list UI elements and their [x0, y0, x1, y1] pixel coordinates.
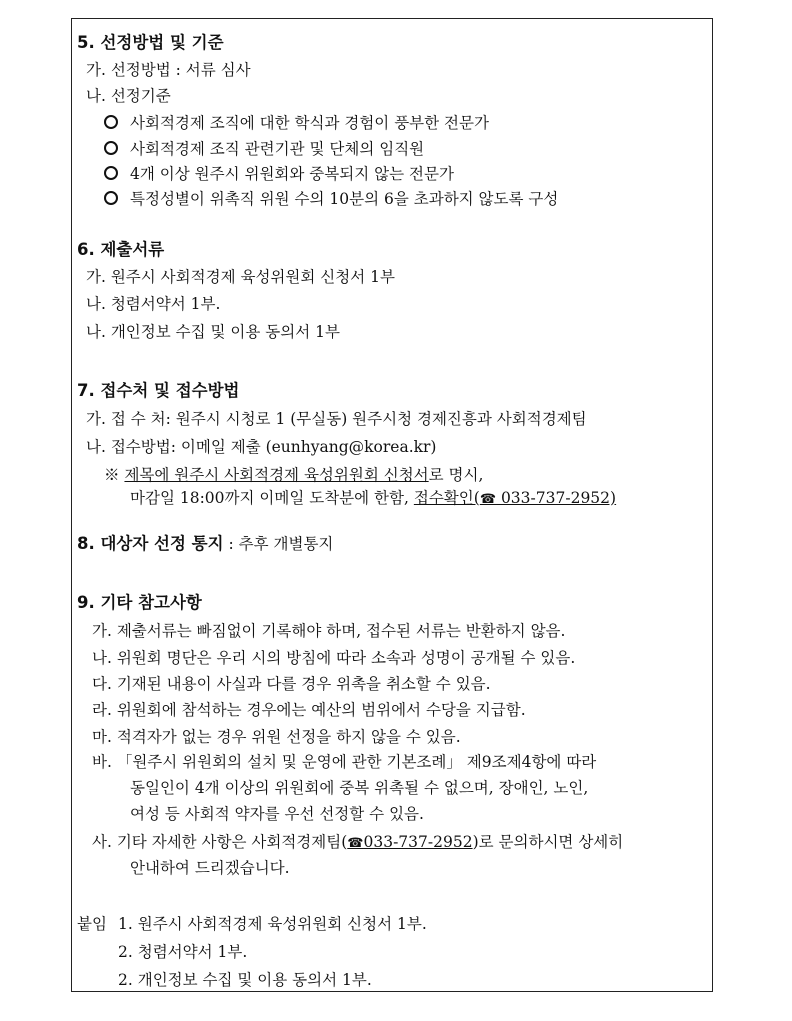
s5-method: 가. 선정방법 : 서류 심사 [86, 61, 251, 79]
section-7-heading: 7. 접수처 및 접수방법 [77, 381, 240, 400]
circle-bullet-icon [104, 166, 118, 180]
s5-bullet: 특정성별이 위촉직 위원 수의 10분의 6을 초과하지 않도록 구성 [104, 189, 558, 209]
section-5-heading: 5. 선정방법 및 기준 [77, 33, 224, 52]
phone-icon: ☎ [347, 836, 364, 851]
s7-method: 나. 접수방법: 이메일 제출 (eunhyang@korea.kr) [86, 438, 437, 456]
s6-item: 나. 개인정보 수집 및 이용 동의서 1부 [86, 323, 340, 341]
s9-item: 마. 적격자가 없는 경우 위원 선정을 하지 않을 수 있음. [92, 728, 461, 746]
s9-item-sa-line-1: 사. 기타 자세한 사항은 사회적경제팀(☎033-737-2952)로 문의하시면 상세히 [92, 833, 624, 851]
s9-item: 라. 위원회에 참석하는 경우에는 예산의 범위에서 수당을 지급함. [92, 701, 526, 719]
s6-item: 나. 청렴서약서 1부. [86, 295, 221, 313]
section-9-heading: 9. 기타 참고사항 [77, 593, 202, 612]
attachment-label: 붙임 [77, 915, 107, 933]
attachment-item: 2. 개인정보 수집 및 이용 동의서 1부. [118, 971, 372, 989]
section-8-heading: 8. 대상자 선정 통지 : 추후 개별통지 [77, 534, 334, 553]
s7-note-line-1: ※ 제목에 원주시 사회적경제 육성위원회 신청서로 명시, [104, 466, 484, 484]
phone-icon: ☎ [479, 492, 497, 507]
s9-item: 가. 제출서류는 빠짐없이 기록해야 하며, 접수된 서류는 반환하지 않음. [92, 622, 566, 640]
s9-item: 다. 기재된 내용이 사실과 다를 경우 위촉을 취소할 수 있음. [92, 675, 491, 693]
s5-bullet: 사회적경제 조직 관련기관 및 단체의 임직원 [104, 139, 424, 159]
s9-item: 나. 위원회 명단은 우리 시의 방침에 따라 소속과 성명이 공개될 수 있음. [92, 649, 576, 667]
s5-criteria-label: 나. 선정기준 [86, 87, 171, 105]
s5-bullet: 4개 이상 원주시 위원회와 중복되지 않는 전문가 [104, 164, 454, 184]
s9-item-sa-line-2: 안내하여 드리겠습니다. [130, 859, 290, 877]
attachment-item: 1. 원주시 사회적경제 육성위원회 신청서 1부. [118, 915, 427, 933]
s9-item-ba-line-3: 여성 등 사회적 약자를 우선 선정할 수 있음. [130, 805, 424, 823]
s5-bullet: 사회적경제 조직에 대한 학식과 경험이 풍부한 전문가 [104, 113, 489, 133]
section-6-heading: 6. 제출서류 [77, 240, 165, 259]
circle-bullet-icon [104, 141, 118, 155]
circle-bullet-icon [104, 191, 118, 205]
s7-address: 가. 접 수 처: 원주시 시청로 1 (무실동) 원주시청 경제진흥과 사회적경제팀 [86, 410, 587, 428]
s7-note-line-2: 마감일 18:00까지 이메일 도착분에 한함, 접수확인(☎ 033-737-2952) [130, 489, 617, 507]
reference-mark-icon: ※ [104, 466, 120, 484]
s9-item-ba-line-1: 바. 「원주시 위원회의 설치 및 운영에 관한 기본조례」 제9조제4항에 따라 [92, 753, 597, 771]
circle-bullet-icon [104, 115, 118, 129]
s9-item-ba-line-2: 동일인이 4개 이상의 위원회에 중복 위촉될 수 없으며, 장애인, 노인, [130, 779, 589, 797]
s6-item: 가. 원주시 사회적경제 육성위원회 신청서 1부 [86, 268, 395, 286]
attachment-item: 2. 청렴서약서 1부. [118, 943, 248, 961]
